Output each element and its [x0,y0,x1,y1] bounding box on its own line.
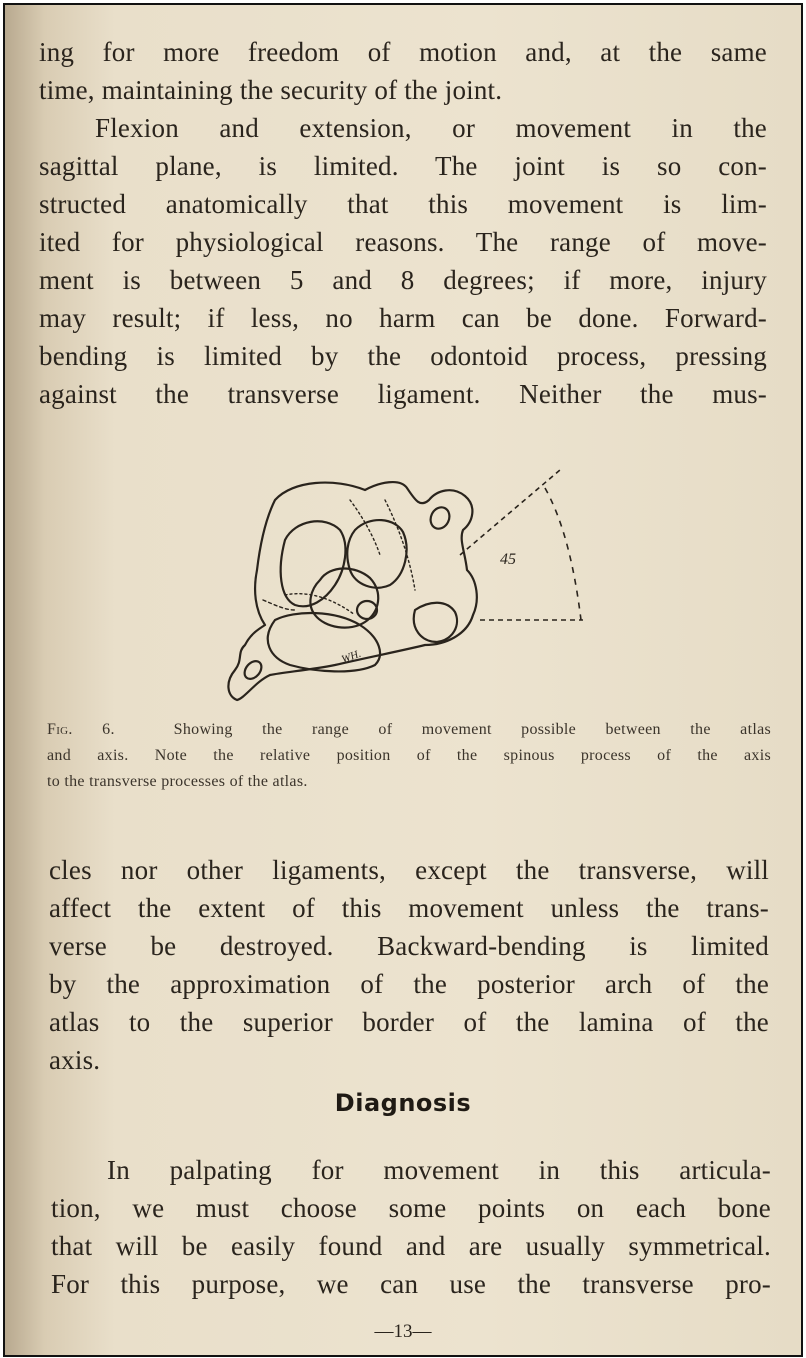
range-arc [545,488,581,620]
text-line: affect the extent of this movement unless the trans- [49,893,769,923]
page-number: —13— [374,1321,432,1342]
text-line: bending is limited by the odontoid process, pressing [39,341,767,371]
transverse-process [414,603,457,642]
paragraph-flexion [39,33,767,413]
text-line: time, maintaining the security of the joint. [39,75,503,105]
text-line: ited for physiological reasons. The range of move- [39,227,767,257]
text-line: For this purpose, we can use the transverse pro- [51,1269,771,1299]
paragraph-diagnosis [51,1151,771,1303]
text-line: sagittal plane, is limited. The joint is so con- [39,151,767,181]
atlas-axis-figure [215,460,595,710]
text-line: verse be destroyed. Backward-bending is limited [49,931,769,961]
text-line: ment is between 5 and 8 degrees; if more, injury [39,265,767,295]
text-line: may result; if less, no harm can be done. Forward- [39,303,767,333]
text-line: that will be easily found and are usually symmetrical. [51,1231,771,1261]
foramen-left [241,658,265,682]
caption-line: to the transverse processes of the atlas. [47,773,308,790]
illustrator-initials: WH. [339,647,363,666]
text-line: Flexion and extension, or movement in the [95,113,767,143]
range-line-flexed [460,470,560,555]
caption-line [47,717,771,743]
text-line: structed anatomically that this movement is lim- [39,189,767,219]
text-line: tion, we must choose some points on each bone [51,1193,771,1223]
foramen-right [427,504,453,532]
foramen-small [357,601,377,619]
text-line: against the transverse ligament. Neither the mus- [39,379,767,409]
figure-label: Fig. 6. [47,721,115,738]
text-line: atlas to the superior border of the lamina of the [49,1007,769,1037]
caption-text: Showing the range of movement possible between the atlas [173,721,772,738]
text-line: In palpating for movement in this articula- [107,1155,771,1185]
caption-line: and axis. Note the relative position of the spinous process of the axis [47,747,771,764]
text-line: by the approximation of the posterior arch of the [49,969,769,999]
angle-label: 45 [500,551,516,568]
text-line: axis. [49,1045,101,1075]
book-page [3,3,803,1357]
atlas-outline [228,482,476,700]
figure-caption [47,717,771,795]
text-line: cles nor other ligaments, except the transverse, will [49,855,769,885]
inner-lobe-right [347,520,406,588]
section-heading: Diagnosis [334,1089,472,1117]
paragraph-ligaments [49,851,769,1079]
text-line: ing for more freedom of motion and, at the same [39,37,767,67]
